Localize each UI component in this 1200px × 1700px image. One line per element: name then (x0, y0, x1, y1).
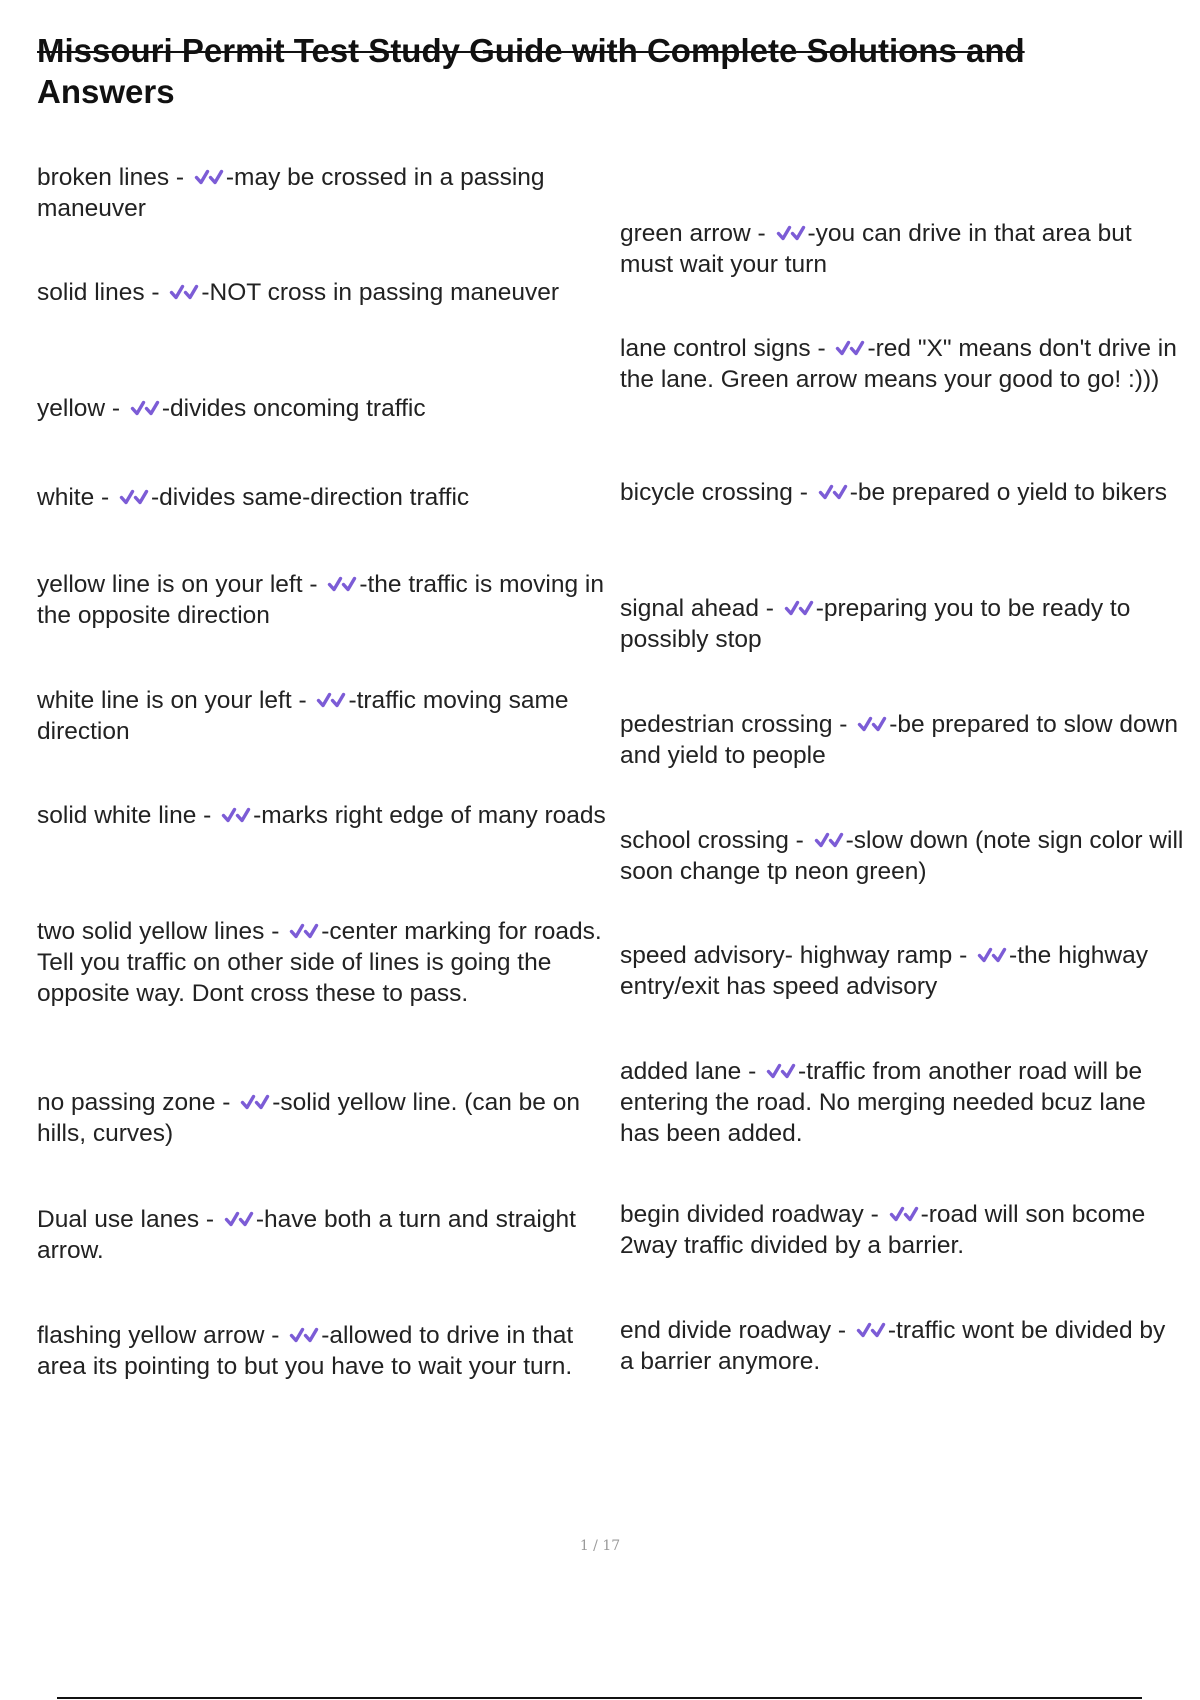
page-title-line-1: Missouri Permit Test Study Guide with Complete Solutions and (37, 32, 1025, 69)
double-check-icon (221, 804, 251, 826)
entry-term: Dual use lanes - (37, 1206, 221, 1233)
double-check-icon (818, 481, 848, 503)
entry-term: school crossing - (620, 827, 811, 854)
double-check-icon (784, 597, 814, 619)
entry-term: white - (37, 484, 116, 511)
entry-answer: -the traffic is moving in the opposite direction (37, 571, 604, 629)
footer-divider (57, 1697, 1142, 1699)
entry-answer: -you can drive in that area but must wait your turn (620, 220, 1132, 278)
entry-term: end divide roadway - (620, 1317, 853, 1344)
study-entry (37, 162, 607, 224)
entry-term: lane control signs - (620, 335, 833, 362)
entry-answer: -allowed to drive in that area its pointing to but you have to wait your turn. (37, 1322, 574, 1380)
entry-answer: -solid yellow line. (can be on hills, curves) (37, 1089, 580, 1147)
study-entry (37, 1320, 607, 1382)
entry-term: solid lines - (37, 279, 167, 306)
study-entry (620, 1315, 1185, 1377)
study-entry (37, 1204, 607, 1266)
study-entry (620, 477, 1185, 508)
entry-answer: -center marking for roads. Tell you traffic on other side of lines is going the opposite way. Dont cross these to pass. (37, 918, 602, 1007)
double-check-icon (327, 573, 357, 595)
entry-answer: -have both a turn and straight arrow. (37, 1206, 576, 1264)
study-entry (620, 940, 1185, 1002)
entry-answer: -traffic from another road will be entering the road. No merging needed bcuz lane has been added. (620, 1058, 1146, 1147)
entry-answer: -red "X" means don't drive in the lane. Green arrow means your good to go! :))) (620, 335, 1177, 393)
study-entry (620, 1056, 1185, 1149)
double-check-icon (835, 337, 865, 359)
entry-answer: -preparing you to be ready to possibly stop (620, 595, 1131, 653)
entry-term: white line is on your left - (37, 687, 314, 714)
entry-term: two solid yellow lines - (37, 918, 287, 945)
double-check-icon (856, 1319, 886, 1341)
page-number: 1 / 17 (579, 1538, 621, 1554)
entry-term: added lane - (620, 1058, 764, 1085)
entry-term: no passing zone - (37, 1089, 238, 1116)
entry-term: speed advisory- highway ramp - (620, 942, 975, 969)
double-check-icon (766, 1060, 796, 1082)
entry-answer: -NOT cross in passing maneuver (201, 279, 560, 306)
entry-answer: -be prepared to slow down and yield to people (620, 711, 1178, 769)
double-check-icon (776, 222, 806, 244)
double-check-icon (240, 1091, 270, 1113)
double-check-icon (289, 920, 319, 942)
double-check-icon (857, 713, 887, 735)
entry-answer: -be prepared o yield to bikers (849, 479, 1168, 506)
study-entry (620, 218, 1185, 280)
entry-term: pedestrian crossing - (620, 711, 855, 738)
entry-term: broken lines - (37, 164, 191, 191)
entry-answer: -the highway entry/exit has speed advisory (620, 942, 1148, 1000)
entry-answer: -marks right edge of many roads (253, 802, 606, 829)
double-check-icon (130, 397, 160, 419)
study-entry (620, 825, 1185, 887)
double-check-icon (194, 166, 224, 188)
study-entry (37, 277, 607, 308)
page-title (37, 30, 1157, 112)
entry-term: solid white line - (37, 802, 219, 829)
study-entry (620, 1199, 1185, 1261)
double-check-icon (814, 829, 844, 851)
study-entry (37, 1087, 607, 1149)
double-check-icon (169, 281, 199, 303)
page-title-line-2: Answers (37, 73, 175, 110)
double-check-icon (289, 1324, 319, 1346)
study-entry (37, 916, 607, 1009)
study-entry (620, 593, 1185, 655)
entry-answer: -traffic wont be divided by a barrier anymore. (620, 1317, 1166, 1375)
entry-term: flashing yellow arrow - (37, 1322, 287, 1349)
study-entry (37, 393, 607, 424)
entry-answer: -may be crossed in a passing maneuver (37, 164, 545, 222)
study-entry (37, 685, 607, 747)
entry-answer: -road will son bcome 2way traffic divided by a barrier. (620, 1201, 1146, 1259)
double-check-icon (977, 944, 1007, 966)
entry-answer: -traffic moving same direction (37, 687, 569, 745)
study-entry (37, 800, 607, 831)
entry-term: yellow - (37, 395, 127, 422)
double-check-icon (119, 486, 149, 508)
entry-answer: -divides same-direction traffic (150, 484, 470, 511)
study-entry (37, 569, 607, 631)
entry-answer: -divides oncoming traffic (161, 395, 426, 422)
entry-term: begin divided roadway - (620, 1201, 886, 1228)
double-check-icon (224, 1208, 254, 1230)
double-check-icon (316, 689, 346, 711)
double-check-icon (889, 1203, 919, 1225)
entry-term: yellow line is on your left - (37, 571, 325, 598)
entry-term: bicycle crossing - (620, 479, 815, 506)
study-entry (620, 333, 1185, 395)
entry-answer: -slow down (note sign color will soon change tp neon green) (620, 827, 1184, 885)
entry-term: green arrow - (620, 220, 773, 247)
study-entry (620, 709, 1185, 771)
study-entry (37, 482, 607, 513)
entry-term: signal ahead - (620, 595, 781, 622)
